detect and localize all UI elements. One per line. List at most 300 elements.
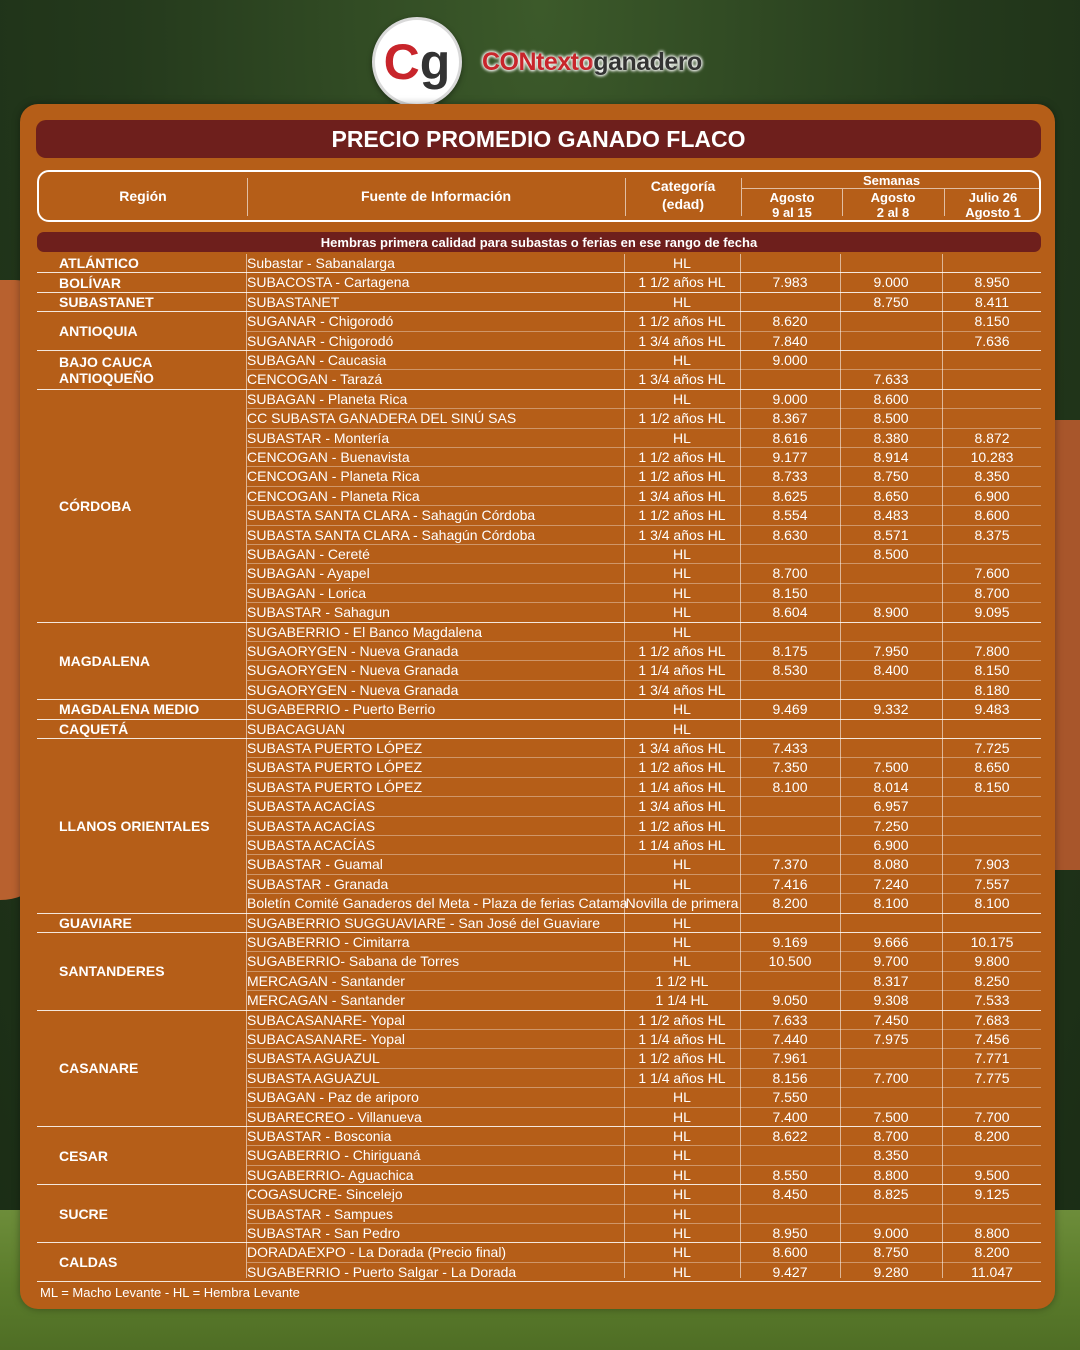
week3-price-cell: 8.600 [974,507,1010,524]
category-cell: 1 1/2 años HL [638,313,726,330]
week1-price-cell: 8.450 [772,1186,808,1203]
category-cell: 1 1/4 años HL [638,662,726,679]
category-cell: 1 3/4 años HL [638,371,726,388]
source-cell: SUGABERRIO - Chiriguaná [247,1147,421,1164]
source-cell: SUBASTA PUERTO LÓPEZ [247,740,423,756]
source-cell: SUGABERRIO- Aguachica [247,1166,414,1183]
source-cell: COGASUCRE- Sincelejo [247,1186,403,1203]
week1-price-cell: 9.050 [772,992,808,1009]
category-cell: HL [673,1263,691,1280]
logo-letter-c: C [383,34,420,90]
week3-price-cell: 7.456 [974,1031,1010,1047]
week2-price-cell [841,332,941,351]
week3-price-cell [943,1205,1041,1224]
week1-price-cell: 8.530 [772,662,808,679]
week3-price-cell: 8.200 [974,1244,1010,1261]
week3-price-cell: 8.200 [974,1128,1010,1144]
week1-price-cell: 7.550 [772,1089,808,1106]
week3-price-cell: 9.095 [974,604,1010,621]
table-row [247,623,1041,642]
week2-price-cell: 8.914 [873,449,909,465]
week3-price-cell: 8.950 [974,274,1010,291]
region-label: MAGDALENA [37,623,247,701]
week3-price-cell: 8.872 [974,429,1010,446]
table-row [247,700,1041,719]
table-row [247,758,1041,777]
week2-price-cell: 8.100 [873,895,909,912]
region-label: ATLÁNTICO [37,254,247,273]
table-row [247,1185,1041,1204]
category-cell: HL [673,701,691,718]
table-row [247,1108,1041,1127]
week1-price-cell [741,1205,839,1224]
week3-price-cell: 8.700 [974,584,1010,601]
header-week2-line2: 2 al 8 [876,204,910,220]
week1-price-cell [741,972,839,991]
week1-price-cell: 7.840 [772,332,808,349]
week3-price-cell: 7.600 [974,565,1010,582]
region-label: CALDAS [37,1243,247,1282]
source-cell: SUBASTA AGUAZUL [247,1050,380,1067]
table-row [247,254,1041,273]
week2-price-cell: 9.308 [873,992,909,1009]
week3-price-cell: 11.047 [971,1263,1013,1280]
table-row [247,778,1041,797]
category-cell: HL [673,293,691,310]
category-cell: HL [673,934,691,950]
region-label: CESAR [37,1127,247,1185]
region-label: SANTANDERES [37,933,247,1011]
week2-price-cell: 7.240 [873,875,909,892]
category-cell: HL [673,1225,691,1241]
brand-name [482,48,702,77]
week2-price-cell [841,1049,941,1068]
week2-price-cell: 8.500 [873,410,909,427]
week3-price-cell: 6.900 [974,487,1010,504]
week1-price-cell: 9.000 [772,352,808,368]
region-label: BOLÍVAR [37,273,247,292]
week3-price-cell: 8.250 [974,972,1010,989]
week1-price-cell: 9.169 [772,934,808,950]
week2-price-cell: 8.483 [873,507,909,524]
header-week1-line1: Agosto [769,189,815,205]
source-cell: CENCOGAN - Planeta Rica [247,468,420,485]
source-cell: SUBASTA ACACÍAS [247,817,376,834]
week1-price-cell [741,254,839,273]
table-row [247,1243,1041,1262]
category-cell: 1 1/4 años HL [638,1069,726,1086]
category-cell: 1 1/2 años HL [638,468,726,485]
table-row [247,836,1041,855]
week2-price-cell: 9.000 [873,274,909,291]
week2-price-cell [841,720,941,739]
week2-price-cell: 8.500 [873,546,909,562]
week3-price-cell [943,817,1041,836]
category-cell: HL [673,1108,691,1125]
category-cell: HL [673,1244,691,1261]
week2-price-cell: 9.280 [873,1263,909,1280]
table-row [247,603,1041,622]
table-row [247,487,1041,506]
category-cell: HL [673,1205,691,1222]
category-cell: HL [673,604,691,621]
header-week3-line2: Agosto 1 [965,204,1021,220]
source-cell: Boletín Comité Ganaderos del Meta - Plaza de ferias Catama [247,895,628,912]
week2-price-cell: 8.650 [873,487,909,504]
week2-price-cell [841,739,941,758]
region-label: CÓRDOBA [37,390,247,623]
week1-price-cell: 9.427 [772,1263,808,1280]
week1-price-cell: 7.416 [772,875,808,892]
week1-price-cell [741,1146,839,1165]
week3-price-cell: 9.800 [974,953,1010,970]
header-region: Región [119,187,167,204]
region-label: LLANOS ORIENTALES [37,739,247,914]
week3-price-cell: 8.180 [974,681,1010,698]
header-weeks: Semanas [862,173,921,188]
source-cell: SUBASTAR - Sahagun [247,604,390,621]
category-cell: 1 3/4 años HL [638,487,726,504]
brand-logo [372,20,702,104]
table-row [247,972,1041,991]
week2-price-cell: 7.250 [873,817,909,834]
table-row [247,545,1041,564]
source-cell: SUGANAR - Chigorodó [247,313,394,330]
source-cell: SUGANAR - Chigorodó [247,332,394,349]
category-cell: 1 1/2 años HL [638,410,726,427]
category-cell: 1 3/4 años HL [638,332,726,349]
source-cell: CENCOGAN - Buenavista [247,449,410,465]
header-category-line1: Categoría [650,178,716,194]
week3-price-cell: 8.150 [974,313,1010,330]
category-cell: 1 3/4 años HL [638,681,726,698]
week3-price-cell [943,623,1041,642]
category-cell: HL [673,429,691,446]
source-cell: SUGAORYGEN - Nueva Granada [247,681,459,698]
source-cell: SUGABERRIO - Cimitarra [247,934,410,950]
week1-price-cell [741,914,839,933]
week3-price-cell: 7.683 [974,1011,1010,1028]
week2-price-cell [841,1088,941,1107]
week1-price-cell: 9.000 [772,390,808,407]
week3-price-cell: 7.725 [974,740,1010,756]
source-cell: SUBARECREO - Villanueva [247,1108,422,1125]
header-source: Fuente de Información [360,187,512,204]
category-cell: 1 1/2 años HL [638,643,726,659]
source-cell: SUBASTANET [247,293,340,310]
table-row [247,1088,1041,1107]
week3-price-cell: 9.500 [974,1166,1010,1183]
week2-price-cell: 8.900 [873,604,909,621]
table-row [247,1011,1041,1030]
category-cell: 1 1/2 años HL [638,1011,726,1028]
table-row [247,390,1041,409]
week1-price-cell: 8.156 [772,1069,808,1086]
source-cell: SUBASTAR - Sampues [247,1205,394,1222]
week3-price-cell [943,390,1041,409]
source-cell: SUBASTAR - Montería [247,429,390,446]
category-cell: HL [673,352,691,368]
week3-price-cell [943,914,1041,933]
week3-price-cell: 8.100 [974,895,1010,912]
week2-price-cell [841,564,941,583]
logo-letter-g: g [419,34,451,90]
table-row [247,681,1041,700]
category-cell: 1 3/4 años HL [638,526,726,543]
category-cell: HL [673,546,691,562]
category-cell: HL [673,1089,691,1106]
week2-price-cell: 9.332 [873,701,909,718]
source-cell: SUBACASANARE- Yopal [247,1031,405,1047]
week3-price-cell: 8.411 [975,293,1009,310]
week2-price-cell: 8.080 [873,856,909,873]
week1-price-cell [741,623,839,642]
source-cell: SUBASTA AGUAZUL [247,1069,380,1086]
week3-price-cell: 10.283 [970,449,1014,465]
source-cell: MERCAGAN - Santander [247,972,405,989]
week3-price-cell [943,836,1041,855]
category-cell: 1 1/2 años HL [638,817,726,834]
week2-price-cell: 9.666 [873,934,909,950]
source-cell: SUBASTAR - Guamal [247,856,383,873]
page-title: PRECIO PROMEDIO GANADO FLACO [36,120,1041,158]
week2-price-cell: 8.380 [873,429,909,446]
table-row [247,894,1041,913]
week1-price-cell: 8.700 [772,565,808,582]
week1-price-cell: 8.367 [772,410,808,427]
category-cell: HL [673,1128,691,1144]
week1-price-cell: 8.175 [772,643,808,659]
source-cell: SUBACAGUAN [247,720,346,737]
week3-price-cell: 8.650 [974,759,1010,776]
brand-name-part1: CONtexto [482,47,594,76]
week1-price-cell: 10.500 [768,953,812,970]
week3-price-cell [943,1088,1041,1107]
week2-price-cell: 8.700 [873,1128,909,1144]
table-row [247,409,1041,428]
week2-price-cell: 8.600 [873,390,909,407]
table-row [247,914,1041,933]
category-cell: 1 1/4 años HL [638,1031,726,1047]
table-row [247,429,1041,448]
week2-price-cell: 7.500 [873,1108,909,1125]
header-week1-line2: 9 al 15 [772,204,812,220]
week1-price-cell [741,797,839,816]
category-cell: HL [673,1147,691,1164]
source-cell: SUGAORYGEN - Nueva Granada [247,643,459,659]
week1-price-cell [741,720,839,739]
source-cell: SUBASTAR - Bosconia [247,1128,392,1144]
week2-price-cell: 8.750 [873,293,909,310]
week1-price-cell: 8.554 [772,507,808,524]
category-cell: 1 1/4 años HL [638,837,726,853]
week3-price-cell: 9.125 [974,1186,1010,1203]
header-week2-line1: Agosto [870,189,916,205]
week1-price-cell [741,293,839,312]
table-row [247,661,1041,680]
source-cell: CC SUBASTA GANADERA DEL SINÚ SAS [247,410,517,427]
table-row [247,370,1041,389]
week1-price-cell: 7.350 [772,759,808,776]
table-row [247,312,1041,331]
week1-price-cell: 9.469 [772,701,808,718]
region-label: ANTIOQUIA [37,312,247,351]
source-cell: SUBASTAR - San Pedro [247,1225,401,1241]
week3-price-cell [943,545,1041,564]
category-cell: HL [673,720,691,737]
week3-price-cell [943,370,1041,389]
table-row [247,332,1041,351]
table-row [247,526,1041,545]
week3-price-cell: 7.775 [974,1069,1010,1086]
category-cell: Novilla de primera [625,895,739,912]
week1-price-cell: 8.630 [772,526,808,543]
week3-price-cell: 8.375 [974,526,1010,543]
source-cell: SUBACOSTA - Cartagena [247,274,410,291]
week1-price-cell: 7.433 [772,740,808,756]
source-cell: SUBASTA SANTA CLARA - Sahagún Córdoba [247,526,536,543]
category-cell: HL [673,623,691,640]
table-row [247,564,1041,583]
week1-price-cell: 8.150 [772,584,808,601]
week2-price-cell [841,351,941,370]
table-row [247,1049,1041,1068]
week2-price-cell: 7.975 [873,1031,909,1047]
source-cell: SUGAORYGEN - Nueva Granada [247,662,459,679]
source-cell: SUGABERRIO SUGGUAVIARE - San José del Guaviare [247,914,600,931]
table-row [247,855,1041,874]
table-row [247,739,1041,758]
table-row [247,1146,1041,1165]
week1-price-cell: 9.177 [772,449,808,465]
week1-price-cell: 8.622 [772,1128,808,1144]
category-cell: 1 1/2 años HL [638,1050,726,1067]
table-row [247,448,1041,467]
week1-price-cell [741,545,839,564]
source-cell: MERCAGAN - Santander [247,992,405,1009]
week3-price-cell [943,351,1041,370]
week3-price-cell: 7.903 [974,856,1010,873]
source-cell: Subastar - Sabanalarga [247,255,395,271]
brand-name-part2: ganadero [593,47,702,76]
source-cell: SUGABERRIO- Sabana de Torres [247,953,460,970]
week2-price-cell: 6.957 [873,798,909,815]
category-cell: 1 1/4 HL [655,992,709,1009]
table-row [247,952,1041,971]
table-row [247,1263,1041,1282]
source-cell: SUBAGAN - Ayapel [247,565,370,582]
week3-price-cell: 9.483 [974,701,1010,718]
week3-price-cell: 7.800 [974,643,1010,659]
source-cell: SUBAGAN - Lorica [247,584,367,601]
category-cell: 1 1/4 años HL [638,778,726,795]
category-cell: HL [673,255,691,271]
table-row [247,1166,1041,1185]
source-cell: SUBAGAN - Caucasia [247,352,387,368]
week3-price-cell: 10.175 [970,934,1014,950]
region-label: GUAVIARE [37,914,247,933]
week3-price-cell [943,797,1041,816]
table-header [37,170,1041,222]
price-panel [20,104,1055,1309]
week1-price-cell: 8.620 [772,313,808,330]
table-row [247,584,1041,603]
table-row [247,1205,1041,1224]
table-row [247,273,1041,292]
week1-price-cell: 8.733 [772,468,808,485]
category-cell: 1 1/2 años HL [638,449,726,465]
source-cell: SUBASTA PUERTO LÓPEZ [247,759,423,776]
week1-price-cell: 8.625 [772,487,808,504]
table-row [247,797,1041,816]
source-cell: CENCOGAN - Planeta Rica [247,487,420,504]
table-row [247,991,1041,1010]
header-category-line2: (edad) [662,196,704,212]
header-week3-line1: Julio 26 [968,189,1018,205]
source-cell: SUBAGAN - Planeta Rica [247,390,408,407]
table-row [247,933,1041,952]
week1-price-cell [741,681,839,700]
category-cell: 1 1/2 años HL [638,759,726,776]
region-label: CASANARE [37,1011,247,1127]
week1-price-cell: 7.440 [772,1031,808,1047]
week2-price-cell: 8.800 [873,1166,909,1183]
table-row [247,720,1041,739]
table-row [247,467,1041,486]
category-cell: 1 1/2 años HL [638,274,726,291]
table-row [247,817,1041,836]
week1-price-cell: 8.200 [772,895,808,912]
week2-price-cell: 8.014 [873,778,909,795]
week2-price-cell: 8.400 [873,662,909,679]
week3-price-cell: 7.771 [974,1050,1010,1067]
table-row [247,1030,1041,1049]
source-cell: SUGABERRIO - Puerto Salgar - La Dorada [247,1263,517,1280]
week2-price-cell: 6.900 [873,837,909,853]
category-cell: HL [673,914,691,931]
source-cell: SUGABERRIO - Puerto Berrio [247,701,436,718]
week1-price-cell: 7.633 [772,1011,808,1028]
week3-price-cell [943,409,1041,428]
week2-price-cell: 7.700 [873,1069,909,1086]
source-cell: SUBAGAN - Cereté [247,546,370,562]
week1-price-cell: 8.100 [772,778,808,795]
source-cell: SUBAGAN - Paz de ariporo [247,1089,419,1106]
week2-price-cell [841,623,941,642]
week3-price-cell: 7.700 [974,1108,1010,1125]
week2-price-cell: 7.950 [873,643,909,659]
week1-price-cell: 8.616 [772,429,808,446]
category-cell: HL [673,584,691,601]
week3-price-cell [943,254,1041,273]
category-cell: 1 1/2 HL [655,972,709,989]
week1-price-cell: 7.370 [772,856,808,873]
week1-price-cell: 8.600 [772,1244,808,1261]
week2-price-cell: 8.750 [873,1244,909,1261]
table-row [247,351,1041,370]
source-cell: SUBASTA SANTA CLARA - Sahagún Córdoba [247,507,536,524]
table-row [247,1127,1041,1146]
table-row [247,506,1041,525]
category-cell: 1 1/2 años HL [638,507,726,524]
region-label: SUCRE [37,1185,247,1243]
footnote: ML = Macho Levante - HL = Hembra Levante [40,1285,300,1300]
week2-price-cell: 7.500 [873,759,909,776]
region-label: CAQUETÁ [37,720,247,739]
week2-price-cell [841,312,941,331]
category-cell: 1 3/4 años HL [638,740,726,756]
week3-price-cell: 7.533 [974,992,1010,1009]
